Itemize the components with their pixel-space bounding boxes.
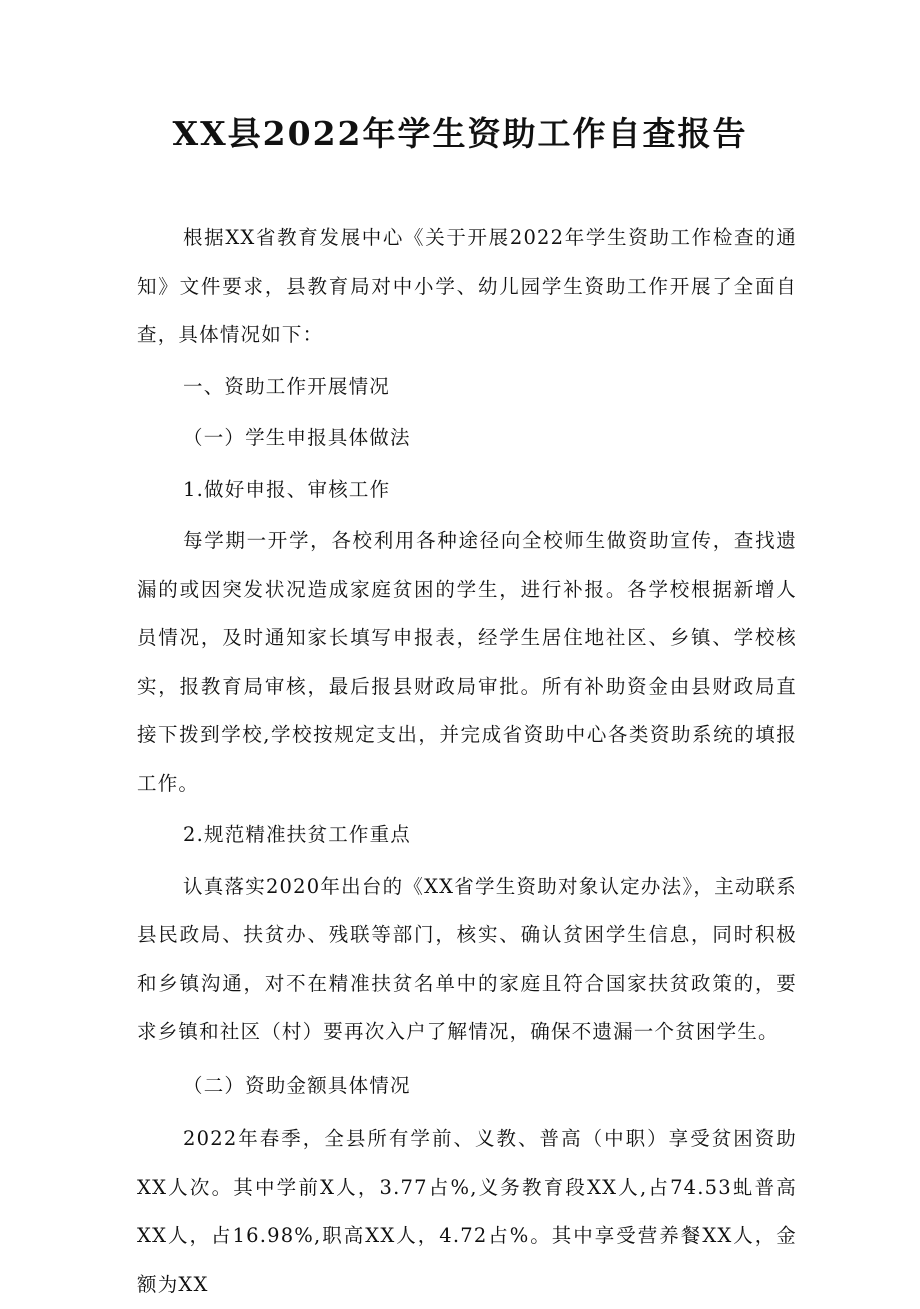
section-heading-1: 一、资助工作开展情况: [183, 374, 391, 398]
body-paragraph-1: 每学期一开学，各校利用各种途径向全校师生做资助宣传，查找遗漏的或因突发状况造成家庭贫困的学生，进行补报。各学校根据新增人员情况，及时通知家长填写申报表，经学生居住地社区、乡镇、学校核实，报教育局审核，最后报县财政局审批。所有补助资金由县财政局直接下拨到学校,学校按规定支出，并完成省资助中心各类资助系统的填报工作。: [137, 529, 797, 795]
item-heading-2: 2.规范精准扶贫工作重点: [183, 823, 412, 846]
document-body: [137, 214, 797, 1309]
document-title: XX县2022年学生资助工作自查报告: [172, 114, 748, 153]
subsection-heading-2: （二）资助金额具体情况: [183, 1073, 411, 1097]
body-paragraph-2: 认真落实2020年出台的《XX省学生资助对象认定办法》，主动联系县民政局、扶贫办、残联等部门，核实、确认贫困学生信息，同时积极和乡镇沟通，对不在精准扶贫名单中的家庭且符合国家扶贫政策的，要求乡镇和社区（村）要再次入户了解情况，确保不遗漏一个贫困学生。: [137, 874, 797, 1043]
body-paragraph-3: 2022年春季，全县所有学前、义教、普高（中职）享受贫困资助XX人次。其中学前X人，3.77占%,义务教育段XX人,占74.53虬普高XX人，占16.98%,职高XX人，4.72占%。其中享受营养餐XX人，金额为XX: [137, 1127, 797, 1296]
intro-paragraph: 根据XX省教育发展中心《关于开展2022年学生资助工作检查的通知》文件要求，县教育局对中小学、幼儿园学生资助工作开展了全面自查，具体情况如下：: [137, 226, 797, 346]
item-heading-1: 1.做好申报、审核工作: [183, 477, 391, 501]
subsection-heading-1: （一）学生申报具体做法: [183, 426, 411, 449]
